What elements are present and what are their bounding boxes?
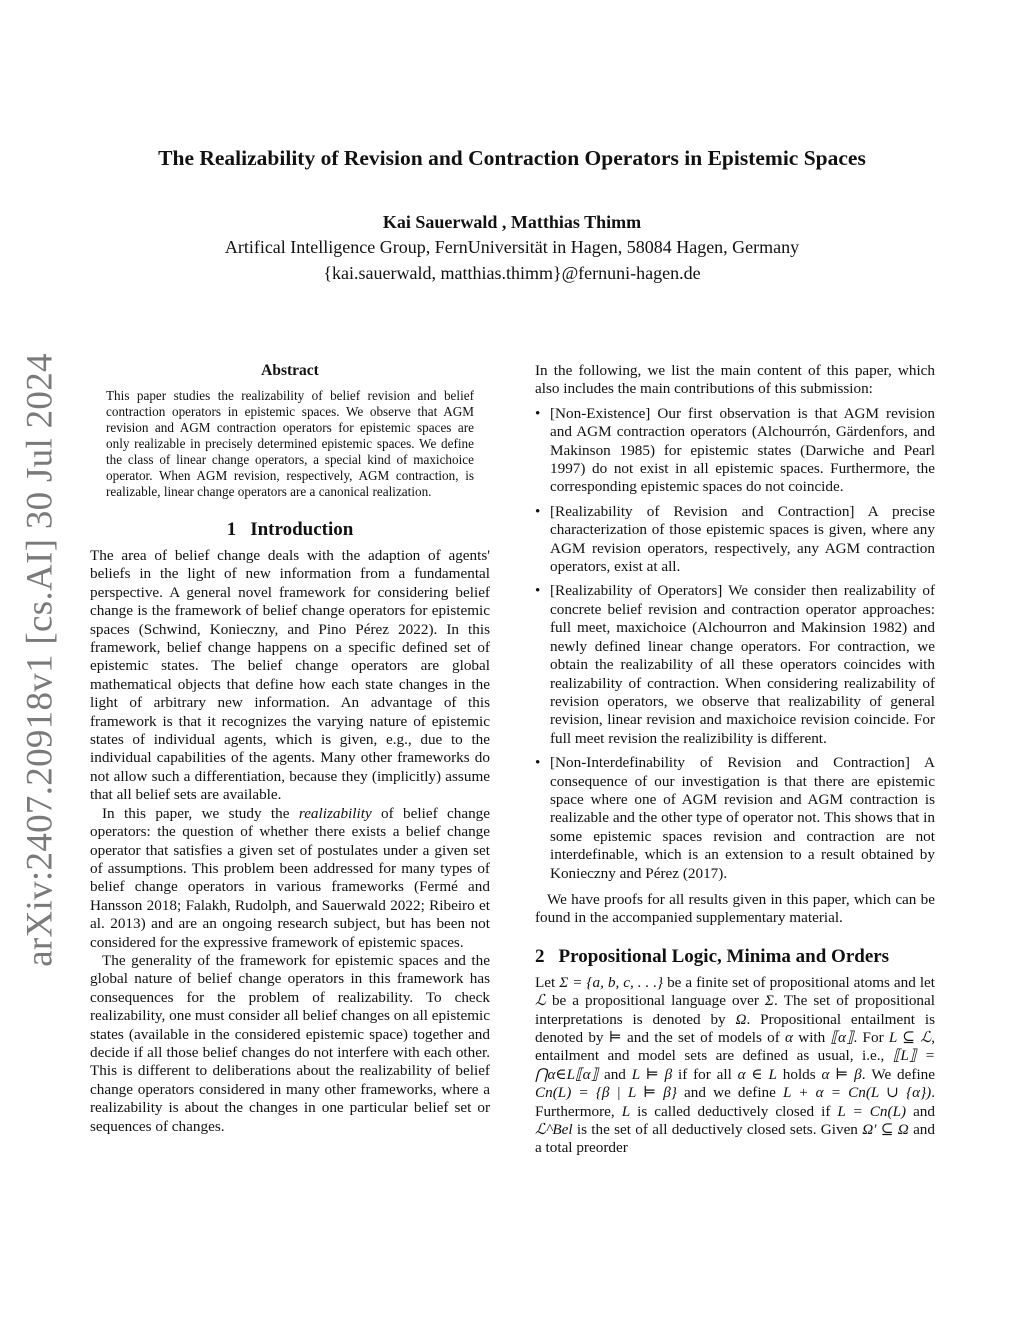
section-heading-introduction — [90, 519, 490, 541]
bullet-icon: • — [535, 582, 541, 600]
section-number: 2 — [535, 945, 545, 967]
list-item: • [Non-Existence] Our first observation is that AGM revision and AGM contraction operators (Alchourrón, Gärdenfors, and Makinson 1985) for epistemic states (Darwiche and Pearl 1997) do not exist in all epistemic spaces. Furthermore, the corresponding epistemic spaces do not coincide. — [535, 404, 935, 496]
list-item: • [Realizability of Revision and Contraction] A precise characterization of those epistemic spaces is given, where any AGM revision operators, respectively, any AGM contraction operators, exist at all. — [535, 502, 935, 576]
list-item: • [Non-Interdefinability of Revision and Contraction] A consequence of our investigation is that there are epistemic space where one of AGM revision and AGM contraction is realizable and the other type of operator not. This shows that in some epistemic spaces revision and contraction are not interdefinable, which is an extension to a result obtained by Konieczny and Pérez (2017). — [535, 754, 935, 882]
right-column — [535, 362, 935, 1158]
abstract-body: This paper studies the realizability of belief revision and belief contraction operators in epistemic spaces. We observe that AGM revision and AGM contraction operators for epistemic spaces are only realizable in precisely determined epistemic spaces. We define the class of linear change operators, a special kind of maxichoice operator. When AGM revision, respectively, AGM contraction, is realizable, linear change operators are a canonical realization. — [106, 388, 474, 499]
contributions-list — [535, 405, 935, 883]
section-heading-propositional-logic — [535, 946, 935, 968]
paper-title: The Realizability of Revision and Contraction Operators in Epistemic Spaces — [158, 146, 866, 170]
section2-paragraph: Let Σ = {a, b, c, . . .} be a finite set of propositional atoms and let ℒ be a propositional language over Σ. The set of propositional interpretations is denoted by Ω. Propositional entailment is denoted by ⊨ and the set of models of α with ⟦α⟧. For L ⊆ ℒ, entailment and model sets are defined as usual, i.e., ⟦L⟧ = ⋂α∈L⟦α⟧ and L ⊨ β if for all α ∈ L holds α ⊨ β. We define Cn(L) = {β | L ⊨ β} and we define L + α = Cn(L ∪ {α}). Furthermore, L is called deductively closed if L = Cn(L) and ℒ^Bel is the set of all deductively closed sets. Given Ω′ ⊆ Ω and a total preorder — [535, 973, 936, 1157]
intro-paragraph-1: The area of belief change deals with the adaption of agents' beliefs in the light of new information from a fundamental perspective. A general novel framework for considering belief change is the framework of belief change operators for epistemic spaces (Schwind, Konieczny, and Pino Pérez 2022). In this framework, belief change happens on a specific defined set of epistemic states. The belief change operators are global mathematical objects that define how each state changes in the light of arbitrary new information. An advantage of this framework is that it recognizes the varying nature of epistemic states of individual agents, which is given, e.g., due to the individual capabilities of the agents. Many other frameworks do not allow such a differentiation, because they (implicitly) assume that all belief sets are available. — [90, 547, 490, 804]
supplementary-note: We have proofs for all results given in this paper, which can be found in the accompanied supplementary material. — [535, 890, 935, 927]
arxiv-identifier-stamp: arXiv:2407.20918v1 [cs.AI] 30 Jul 2024 — [19, 353, 61, 967]
contributions-intro: In the following, we list the main content of this paper, which also includes the main contributions of this submission: — [535, 362, 935, 398]
bullet-icon: • — [535, 404, 541, 422]
bullet-icon: • — [535, 502, 541, 520]
author-names: Kai Sauerwald , Matthias Thimm — [382, 212, 642, 232]
left-column — [90, 362, 490, 1136]
author-affiliation: Artifical Intelligence Group, FernUniversität in Hagen, 58084 Hagen, Germany — [224, 237, 800, 257]
list-item: • [Realizability of Operators] We consider then realizability of concrete belief revision and contraction operator approaches: full meet, maxichoice (Alchourron and Makinsion 1982) and newly defined linear change operators. For contraction, we obtain the realizability of all these operators coincides with realizability of contraction. When considering realizability of revision operators, we observe that realizability of general revision, linear revision and maxichoice revision coincide. For full meet revision the realizibility is different. — [535, 582, 935, 747]
abstract-heading: Abstract — [261, 362, 319, 379]
section-title: Propositional Logic, Minima and Orders — [558, 945, 890, 967]
section-number: 1 — [226, 519, 237, 540]
bullet-icon: • — [535, 754, 541, 772]
author-email: {kai.sauerwald, matthias.thimm}@fernuni-hagen.de — [323, 263, 701, 283]
section-title: Introduction — [250, 519, 354, 540]
intro-paragraph-2: In this paper, we study the realizability of belief change operators: the question of whether there exists a belief change operator that satisfies a given set of postulates under a given set of assumptions. This problem been addressed for many types of belief change operators in various frameworks (Fermé and Hansson 2018; Falakh, Rudolph, and Sauerwald 2022; Ribeiro et al. 2013) and are an ongoing research subject, but has been not considered for the expressive framework of epistemic spaces. — [90, 804, 490, 951]
intro-paragraph-3: The generality of the framework for epistemic spaces and the global nature of belief change operators in this framework has consequences for the problem of realizability. To check realizability, one must consider all belief changes on all epistemic states (available in the considered epistemic space) together and decide if all those belief changes do not interfere with each other. This is different to deliberations about the realizability of belief change operators considered in many other frameworks, where a realizability is about the changes in one particular belief set or sequences of changes. — [90, 951, 490, 1135]
emphasis-realizability: realizability — [298, 804, 372, 822]
